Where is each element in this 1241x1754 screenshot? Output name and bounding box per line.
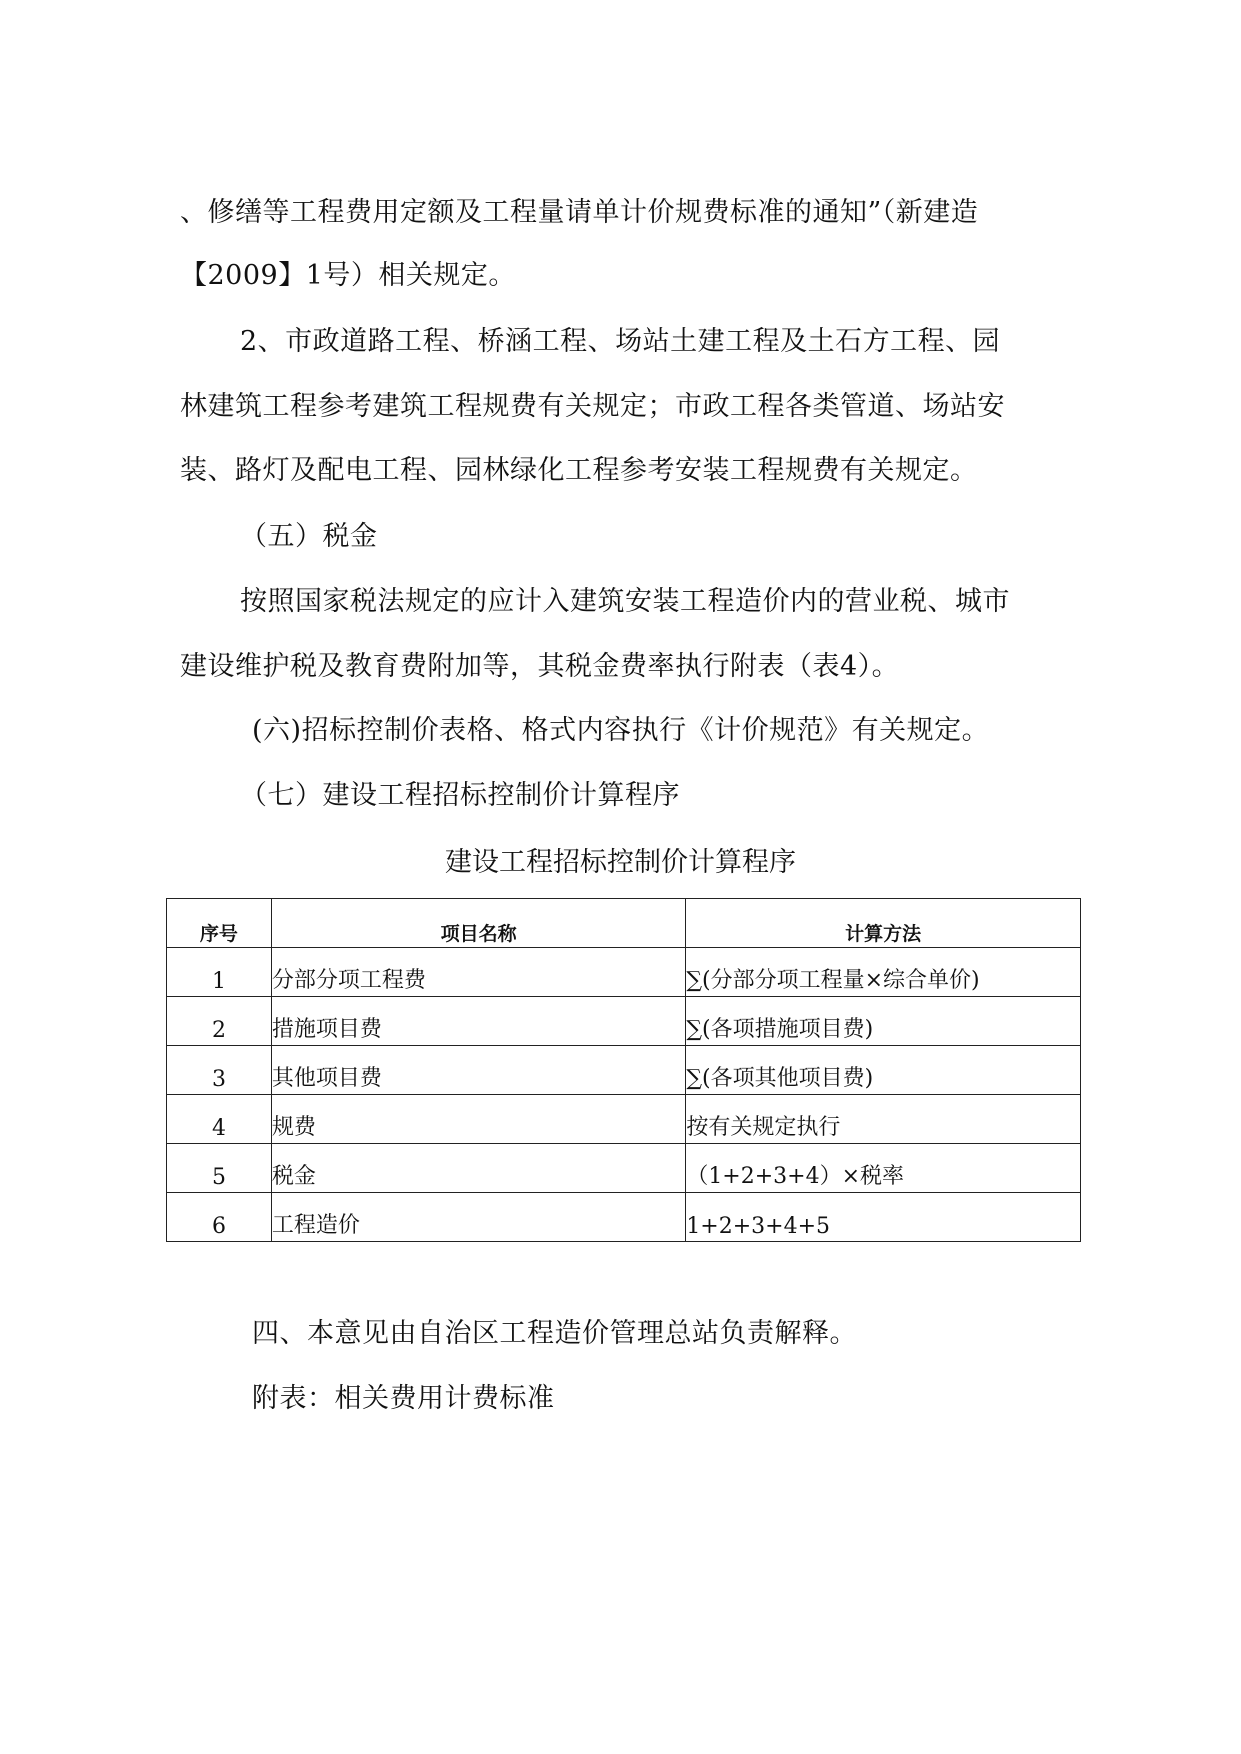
paragraph-line-1: 、修缮等工程费用定额及工程量请单计价规费标准的通知”（新建造 — [180, 197, 979, 228]
row-number: 6 — [167, 1193, 272, 1242]
paragraph-line-8: 建设维护税及教育费附加等，其税金费率执行附表（表4）。 — [180, 651, 900, 682]
table-row — [167, 1193, 1081, 1242]
header-serial-number: 序号 — [167, 899, 272, 948]
row-item-name: 税金 — [271, 1144, 685, 1193]
section-heading-procedure: （七）建设工程招标控制价计算程序 — [240, 780, 680, 811]
row-number: 2 — [167, 997, 272, 1046]
row-number: 5 — [167, 1144, 272, 1193]
table-header-row — [167, 899, 1081, 948]
calculation-procedure-table — [166, 898, 1081, 1242]
paragraph-line-9: (六)招标控制价表格、格式内容执行《计价规范》有关规定。 — [252, 715, 990, 746]
table-caption: 建设工程招标控制价计算程序 — [445, 847, 796, 878]
paragraph-line-7: 按照国家税法规定的应计入建筑安装工程造价内的营业税、城市 — [240, 586, 1010, 617]
row-method: ∑(各项措施项目费) — [686, 997, 1081, 1046]
table-row — [167, 997, 1081, 1046]
row-method: ∑(分部分项工程量×综合单价) — [686, 948, 1081, 997]
table-row — [167, 1144, 1081, 1193]
paragraph-line-4: 林建筑工程参考建筑工程规费有关规定；市政工程各类管道、场站安 — [180, 391, 1005, 422]
table-row — [167, 1046, 1081, 1095]
row-item-name: 分部分项工程费 — [271, 948, 685, 997]
paragraph-line-3: 2、市政道路工程、桥涵工程、场站土建工程及土石方工程、园 — [240, 326, 1001, 357]
section-heading-tax: （五）税金 — [240, 521, 378, 552]
row-number: 4 — [167, 1095, 272, 1144]
row-item-name: 措施项目费 — [271, 997, 685, 1046]
row-number: 1 — [167, 948, 272, 997]
row-item-name: 工程造价 — [271, 1193, 685, 1242]
row-method: 按有关规定执行 — [686, 1095, 1081, 1144]
header-calculation-method: 计算方法 — [686, 899, 1081, 948]
header-item-name: 项目名称 — [271, 899, 685, 948]
table-row — [167, 1095, 1081, 1144]
row-item-name: 规费 — [271, 1095, 685, 1144]
row-item-name: 其他项目费 — [271, 1046, 685, 1095]
row-number: 3 — [167, 1046, 272, 1095]
closing-note: 四、本意见由自治区工程造价管理总站负责解释。 — [252, 1318, 857, 1349]
row-method: （1+2+3+4）×税率 — [686, 1144, 1081, 1193]
row-method: 1+2+3+4+5 — [686, 1193, 1081, 1242]
appendix-reference: 附表：相关费用计费标准 — [252, 1383, 555, 1414]
row-method: ∑(各项其他项目费) — [686, 1046, 1081, 1095]
paragraph-line-5: 装、路灯及配电工程、园林绿化工程参考安装工程规费有关规定。 — [180, 455, 978, 486]
table-row — [167, 948, 1081, 997]
paragraph-line-2: 【2009】1号）相关规定。 — [180, 260, 516, 291]
